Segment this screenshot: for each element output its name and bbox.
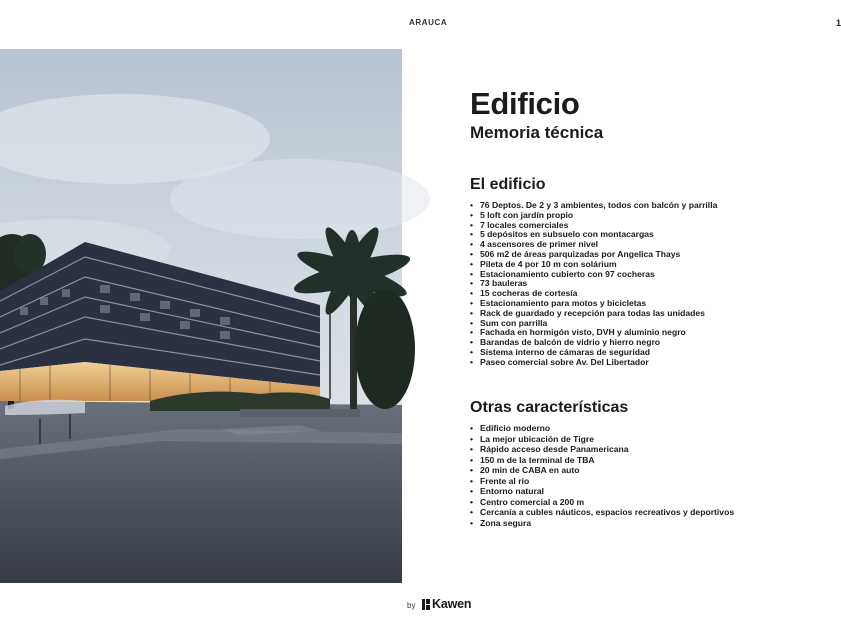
- list-item: • Edificio moderno: [470, 423, 734, 434]
- kawen-logo-icon: [422, 599, 430, 610]
- list-item: • Zona segura: [470, 518, 734, 529]
- footer-by-label: by: [407, 601, 416, 610]
- other-features-list: [470, 423, 734, 528]
- brand-label: ARAUCA: [409, 18, 448, 27]
- list-item: • 4 ascensores de primer nivel: [470, 240, 717, 250]
- section-heading-other-features: Otras características: [470, 399, 629, 416]
- list-item: • Entorno natural: [470, 486, 734, 497]
- list-item: • 76 Deptos. De 2 y 3 ambientes, todos con balcón y parrilla: [470, 201, 717, 211]
- list-item: • 15 cocheras de cortesía: [470, 289, 717, 299]
- list-item: • Estacionamiento para motos y bicicletas: [470, 299, 717, 309]
- building-features-list: [470, 201, 717, 368]
- list-item: • Centro comercial a 200 m: [470, 497, 734, 508]
- list-item: • Frente al río: [470, 476, 734, 487]
- list-item: • Pileta de 4 por 10 m con solárium: [470, 260, 717, 270]
- building-render-image: [0, 49, 402, 583]
- list-item: • Rápido acceso desde Panamericana: [470, 444, 734, 455]
- list-item: • Fachada en hormigón visto, DVH y aluminio negro: [470, 328, 717, 338]
- page-number: 1: [836, 18, 841, 28]
- list-item: • 7 locales comerciales: [470, 221, 717, 231]
- list-item: • Barandas de balcón de vidrio y hierro negro: [470, 338, 717, 348]
- list-item: • 5 loft con jardín propio: [470, 211, 717, 221]
- list-item: • 5 depósitos en subsuelo con montacargas: [470, 230, 717, 240]
- page-subtitle: Memoria técnica: [470, 123, 604, 142]
- section-heading-building: El edificio: [470, 176, 546, 193]
- list-item: • Paseo comercial sobre Av. Del Libertador: [470, 358, 717, 368]
- list-item: • La mejor ubicación de Tigre: [470, 434, 734, 445]
- list-item: • 20 min de CABA en auto: [470, 465, 734, 476]
- list-item: • Sistema interno de cámaras de seguridad: [470, 348, 717, 358]
- list-item: • 506 m2 de áreas parquizadas por Angelica Thays: [470, 250, 717, 260]
- page-title: Edificio: [470, 86, 580, 121]
- kawen-logo-text: Kawen: [432, 597, 472, 611]
- list-item: • 73 bauleras: [470, 279, 717, 289]
- kawen-logo: [422, 597, 471, 611]
- list-item: • Estacionamiento cubierto con 97 cocheras: [470, 270, 717, 280]
- list-item: • Sum con parrilla: [470, 319, 717, 329]
- list-item: • Rack de guardado y recepción para todas las unidades: [470, 309, 717, 319]
- list-item: • 150 m de la terminal de TBA: [470, 455, 734, 466]
- list-item: • Cercanía a cubles náuticos, espacios recreativos y deportivos: [470, 507, 734, 518]
